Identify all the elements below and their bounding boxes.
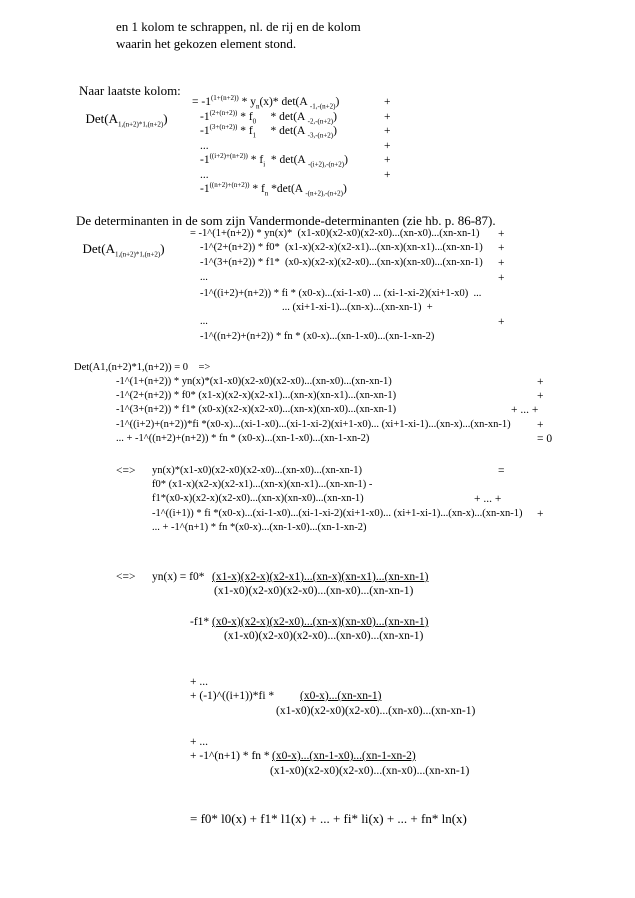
section2-row: ... (xi+1-xi-1)...(xn-x)...(xn-xn-1) + [282,302,433,313]
term4-prefix: + -1^(n+1) * fn * [190,750,270,762]
section1-row: $-1^{((n+2)+(n+2))} * f_n$ *det(A $_{-(n+2),-(n+2)}$) [200,181,347,198]
section2-row: -1^(3+(n+2)) * f1* (x0-x)(x2-x)(x2-x0)...(xn-x)(xn-x0)...(xn-xn-1) [200,257,483,268]
section2-row: ... [200,316,208,327]
plus-sign: + [384,125,391,137]
intro-line-1: en 1 kolom te schrappen, nl. de rij en de kolom [116,19,361,34]
section4-row: ... + -1^(n+1) * fn *(x0-x)...(xn-1-x0)...(xn-1-xn-2) [152,522,367,533]
section3-row: -1^(1+(n+2)) * yn(x)*(x1-x0)(x2-x0)(x2-x0)...(xn-x0)...(xn-xn-1) [116,376,392,387]
section3-row: ... + -1^((n+2)+(n+2)) * fn * (x0-x)...(xn-1-x0)...(xn-1-xn-2) [116,433,370,444]
intro-line-2: waarin het gekozen element stond. [116,36,297,51]
row-end-symbol: + [498,228,505,240]
section4-arrow: <=> [116,465,136,477]
plus-sign: + [384,168,391,181]
term1-numerator: (x1-x)(x2-x)(x2-x1)...(xn-x)(xn-x1)...(xn-xn-1) [212,571,429,583]
section2-row: -1^(2+(n+2)) * f0* (x1-x)(x2-x)(x2-x1)...(xn-x)(xn-x1)...(xn-xn-1) [200,242,483,253]
row-end-symbol: = 0 [537,433,553,445]
term2-prefix: -f1* [190,616,210,628]
section2-row: = -1^(1+(n+2)) * yn(x)* (x1-x0)(x2-x0)(x2-x0)...(xn-x0)...(xn-xn-1) [190,228,480,239]
term4-dots: + ... [190,736,208,748]
plus-sign: + [384,110,391,123]
row-end-symbol: + [498,316,505,328]
section2-heading: De determinanten in de som zijn Vandermonde-determinanten (zie hb. p. 86-87). [76,213,496,228]
row-end-symbol: + [537,390,544,402]
section4-row: f1*(x0-x)(x2-x)(x2-x0)...(xn-x)(xn-x0)...(xn-xn-1) [152,493,364,504]
section1-row: $-1^{((i+2)+(n+2))} * f_i * \det(A$ $_{-(i+2),-(n+2)}$) [200,152,348,169]
row-end-symbol: + [498,257,505,269]
section3-row: -1^((i+2)+(n+2))*fi *(x0-x)...(xi-1-x0)...(xi-1-xi-2)(xi+1-x0)... (xi+1-xi-1)...(xn-x)...(xn-xn-1) [116,419,511,430]
plus-sign: + [384,154,391,166]
section1-row: ... [200,168,209,181]
section3-row: -1^(3+(n+2)) * f1* (x0-x)(x2-x)(x2-x0)...(xn-x)(xn-x0)...(xn-xn-1) [116,404,397,415]
section4-row: yn(x)*(x1-x0)(x2-x0)(x2-x0)...(xn-x0)...(xn-xn-1) [152,465,362,476]
section2-row: -1^((n+2)+(n+2)) * fn * (x0-x)...(xn-1-x0)...(xn-1-xn-2) [200,331,435,342]
term1-denominator: (x1-x0)(x2-x0)(x2-x0)...(xn-x0)...(xn-xn-1) [214,585,414,597]
term4-denominator: (x1-x0)(x2-x0)(x2-x0)...(xn-x0)...(xn-xn-1) [270,765,470,777]
section5-lhs: yn(x) = f0* [152,571,205,583]
section1-row: $-1^{(2+(n+2))} * f_0$ * det(A $_{-2,-(n+2)}$) [200,108,337,125]
row-end-symbol: = [498,465,505,477]
term3-denominator: (x1-x0)(x2-x0)(x2-x0)...(xn-x0)...(xn-xn-1) [276,705,476,717]
row-end-symbol: + ... + [511,404,539,416]
term3-numerator: (x0-x)...(xn-xn-1) [300,690,382,702]
section3-row: -1^(2+(n+2)) * f0* (x1-x)(x2-x)(x2-x1)...(xn-x)(xn-x1)...(xn-xn-1) [116,390,397,401]
section2-row: -1^((i+2)+(n+2)) * fi * (x0-x)...(xi-1-x0) ... (xi-1-xi-2)(xi+1-x0) ... [200,288,482,299]
row-end-symbol: + [498,272,505,284]
section2-row: ... [200,272,208,283]
term2-numerator: (x0-x)(x2-x)(x2-x0)...(xn-x)(xn-x0)...(xn-xn-1) [212,616,429,628]
term3-dots: + ... [190,676,208,688]
section2-lhs: $Det(A_{1,(n+2)*1,(n+2)})$ [82,241,165,259]
term3-prefix: + (-1)^((i+1))*fi * [190,690,275,702]
section1-row: $-1^{(3+(n+2))} * f_1$ * det(A $_{-3,-(n+2)}$) [200,123,337,140]
final-result: = f0* l0(x) + f1* l1(x) + ... + fi* li(x) + ... + fn* ln(x) [190,811,467,826]
section3-row: Det(A1,(n+2)*1,(n+2)) = 0 => [74,362,211,373]
row-end-symbol: + [537,419,544,431]
section4-row: -1^((i+1)) * fi *(x0-x)...(xi-1-x0)...(xi-1-xi-2)(xi+1-x0)... (xi+1-xi-1)...(xn-x)...(xn-xn-1) [152,508,523,519]
row-end-symbol: + [537,508,544,520]
section1-heading: Naar laatste kolom: [79,83,181,98]
plus-sign: + [384,96,391,108]
term2-denominator: (x1-x0)(x2-x0)(x2-x0)...(xn-x0)...(xn-xn-1) [224,630,424,642]
row-end-symbol: + [537,376,544,388]
row-end-symbol: + ... + [474,493,502,505]
section1-row: = $-1^{(1+(n+2))} * y_n(x)*$ det(A $_{-1,-(n+2)}$) [192,94,340,111]
section1-row: ... [200,139,209,152]
section1-lhs: $Det(A_{1,(n+2)*1,(n+2)})$ [85,111,168,129]
section5-arrow: <=> [116,571,136,583]
section4-row: f0* (x1-x)(x2-x)(x2-x1)...(xn-x)(xn-x1)...(xn-xn-1) - [152,479,373,490]
plus-sign: + [384,139,391,152]
row-end-symbol: + [498,242,505,254]
term4-numerator: (x0-x)...(xn-1-x0)...(xn-1-xn-2) [272,750,416,762]
